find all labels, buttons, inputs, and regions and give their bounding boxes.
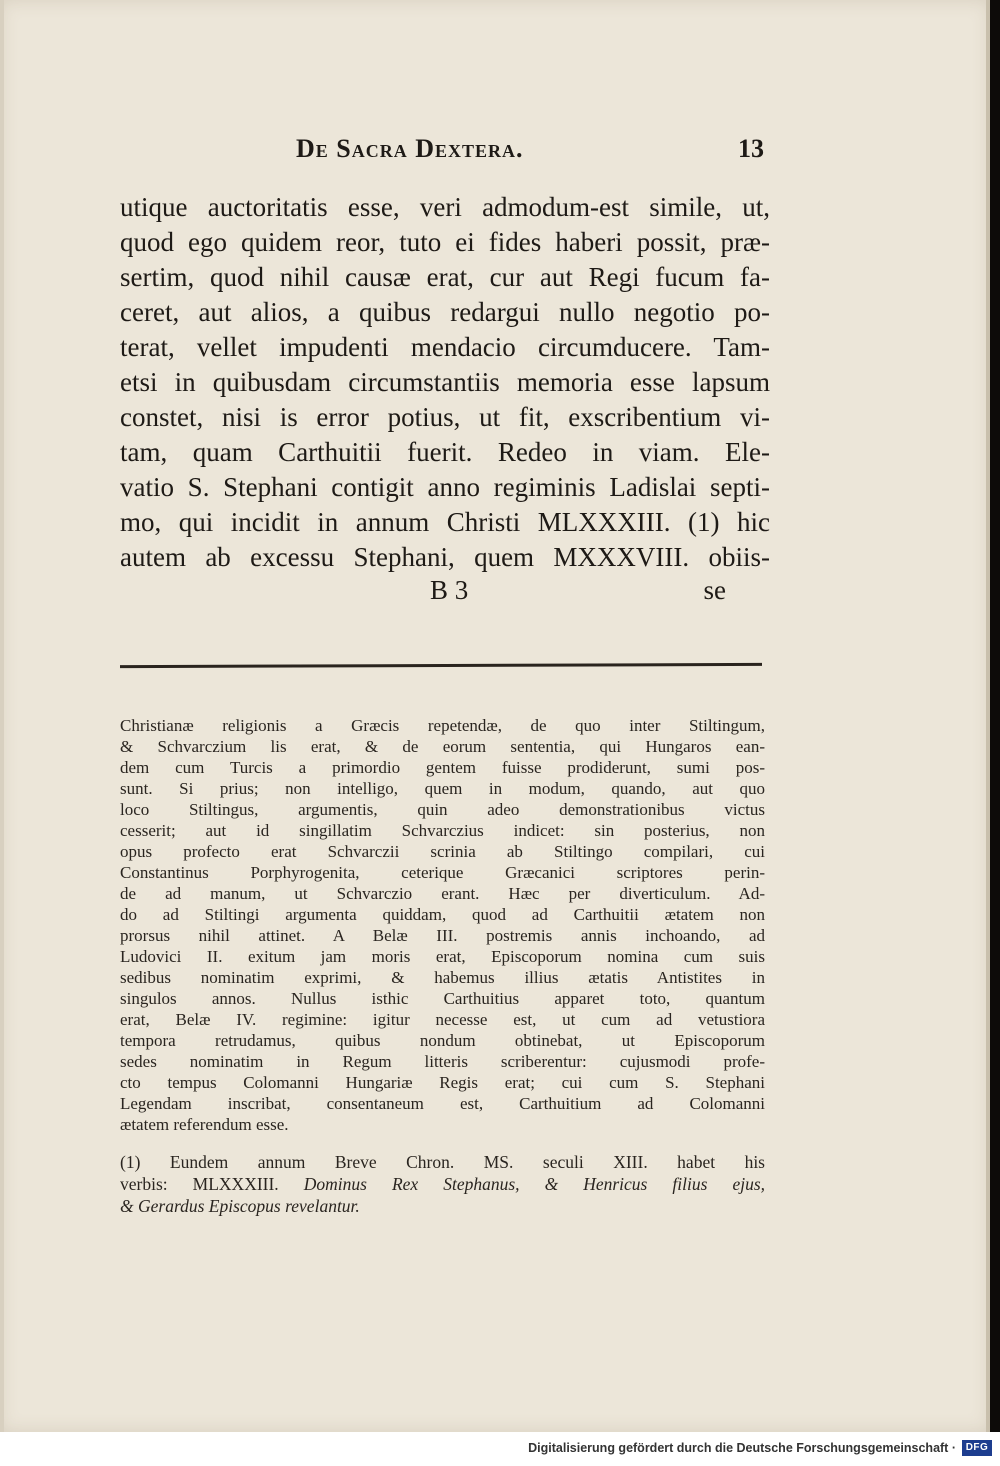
page-number: 13 [738, 134, 764, 163]
footnote-marker: (1) [120, 1152, 141, 1172]
footnote-line [120, 1173, 765, 1195]
footnote-line: tempora retrudamus, quibus nondum obtinebat, ut Episcoporum [120, 1031, 765, 1050]
footnote-line [120, 1151, 765, 1173]
footnote-line: prorsus nihil attinet. A Belæ III. postremis annis inchoando, ad [120, 926, 765, 945]
main-text-line: ceret, aut alios, a quibus redargui nullo negotio po- [120, 297, 770, 327]
digitization-footer [0, 1432, 1000, 1466]
footnote-line: do ad Stiltingi argumenta quiddam, quod ad Carthuitii ætatem non [120, 905, 765, 924]
footnote-line: Constantinus Porphyrogenita, ceterique Græcanici scriptores perin- [120, 863, 765, 882]
footnote-line: erat, Belæ IV. regimine: igitur necesse est, ut cum ad vetustiora [120, 1010, 765, 1029]
footnote-line: singulos annos. Nullus isthic Carthuitius apparet toto, quantum [120, 989, 765, 1008]
footnote-text: verbis: MLXXXIII. [120, 1174, 279, 1194]
footnote-line: Ludovici II. exitum jam moris erat, Episcoporum nomina cum suis [120, 947, 765, 966]
footnote-1 [120, 1151, 765, 1217]
main-text-line: sertim, quod nihil causæ erat, cur aut Regi fucum fa- [120, 262, 770, 292]
main-text-block [120, 190, 770, 611]
main-text-line: vatio S. Stephani contigit anno regiminis Ladislai septi- [120, 472, 770, 502]
footnote-quotation: Dominus Rex Stephanus, & Henricus filius ejus, [303, 1174, 766, 1194]
dfg-logo-icon: DFG [962, 1440, 992, 1456]
footnote-line: Christianæ religionis a Græcis repetendæ, de quo inter Stiltingum, [120, 716, 765, 735]
main-text-line: etsi in quibusdam circumstantiis memoria esse lapsum [120, 367, 770, 397]
footnote-line: de ad manum, ut Schvarczio erant. Hæc per diverticulum. Ad- [120, 884, 765, 903]
main-text-line: autem ab excessu Stephani, quem MXXXVIII. obiis- [120, 542, 770, 572]
footnote-rule [120, 663, 762, 668]
main-text-line: quod ego quidem reor, tuto ei fides haberi possit, præ- [120, 227, 770, 257]
footnote-line: & Schvarczium lis erat, & de eorum sententia, qui Hungaros ean- [120, 737, 765, 756]
footnote-line: cto tempus Colomanni Hungariæ Regis erat; cui cum S. Stephani [120, 1073, 765, 1092]
page-header [120, 130, 770, 170]
footnote-line: Legendam inscribat, consentaneum est, Carthuitium ad Colomanni [120, 1094, 765, 1113]
page-left-edge [0, 0, 4, 1432]
footnote-line: opus profecto erat Schvarczii scrinia ab Stiltingo compilari, cui [120, 842, 765, 861]
footnote-line: sedes nominatim in Regum litteris scriberentur: cujusmodi profe- [120, 1052, 765, 1071]
footnote-continuation [120, 715, 765, 1135]
footnote-line: dem cum Turcis a primordio gentem fuisse prodiderunt, sumi pos- [120, 758, 765, 777]
footnote-line: sedibus nominatim exprimi, & habemus illius ætatis Antistites in [120, 968, 765, 987]
main-text-line: utique auctoritatis esse, veri admodum-est simile, ut, [120, 192, 770, 222]
page-right-edge [986, 0, 990, 1432]
footnote-line [120, 1195, 765, 1217]
main-text-line: terat, vellet impudenti mendacio circumducere. Tam- [120, 332, 770, 362]
signature-mark: B 3 [430, 575, 469, 605]
footnote-line: ætatem referendum esse. [120, 1115, 289, 1134]
footnotes-block [120, 715, 765, 1217]
main-text-line: mo, qui incidit in annum Christi MLXXXIII. (1) hic [120, 507, 770, 537]
catchword: se [703, 575, 726, 605]
signature-line [120, 575, 770, 611]
main-text-line: tam, quam Carthuitii fuerit. Redeo in viam. Ele- [120, 437, 770, 467]
funding-credit: Digitalisierung gefördert durch die Deutsche Forschungsgemeinschaft · [528, 1441, 956, 1455]
running-title: De Sacra Dextera. [296, 134, 524, 163]
footnote-quotation: & Gerardus Episcopus revelantur. [120, 1196, 360, 1216]
footnote-text: Eundem annum Breve Chron. MS. seculi XIII. habet his [169, 1152, 765, 1172]
main-text-line: constet, nisi is error potius, ut fit, exscribentium vi- [120, 402, 770, 432]
footnote-line: cesserit; aut id singillatim Schvarczius indicet: sin posterius, non [120, 821, 765, 840]
footnote-line: sunt. Si prius; non intelligo, quem in modum, quando, aut quo [120, 779, 765, 798]
footnote-line: loco Stiltingus, argumentis, quin adeo demonstrationibus victus [120, 800, 765, 819]
